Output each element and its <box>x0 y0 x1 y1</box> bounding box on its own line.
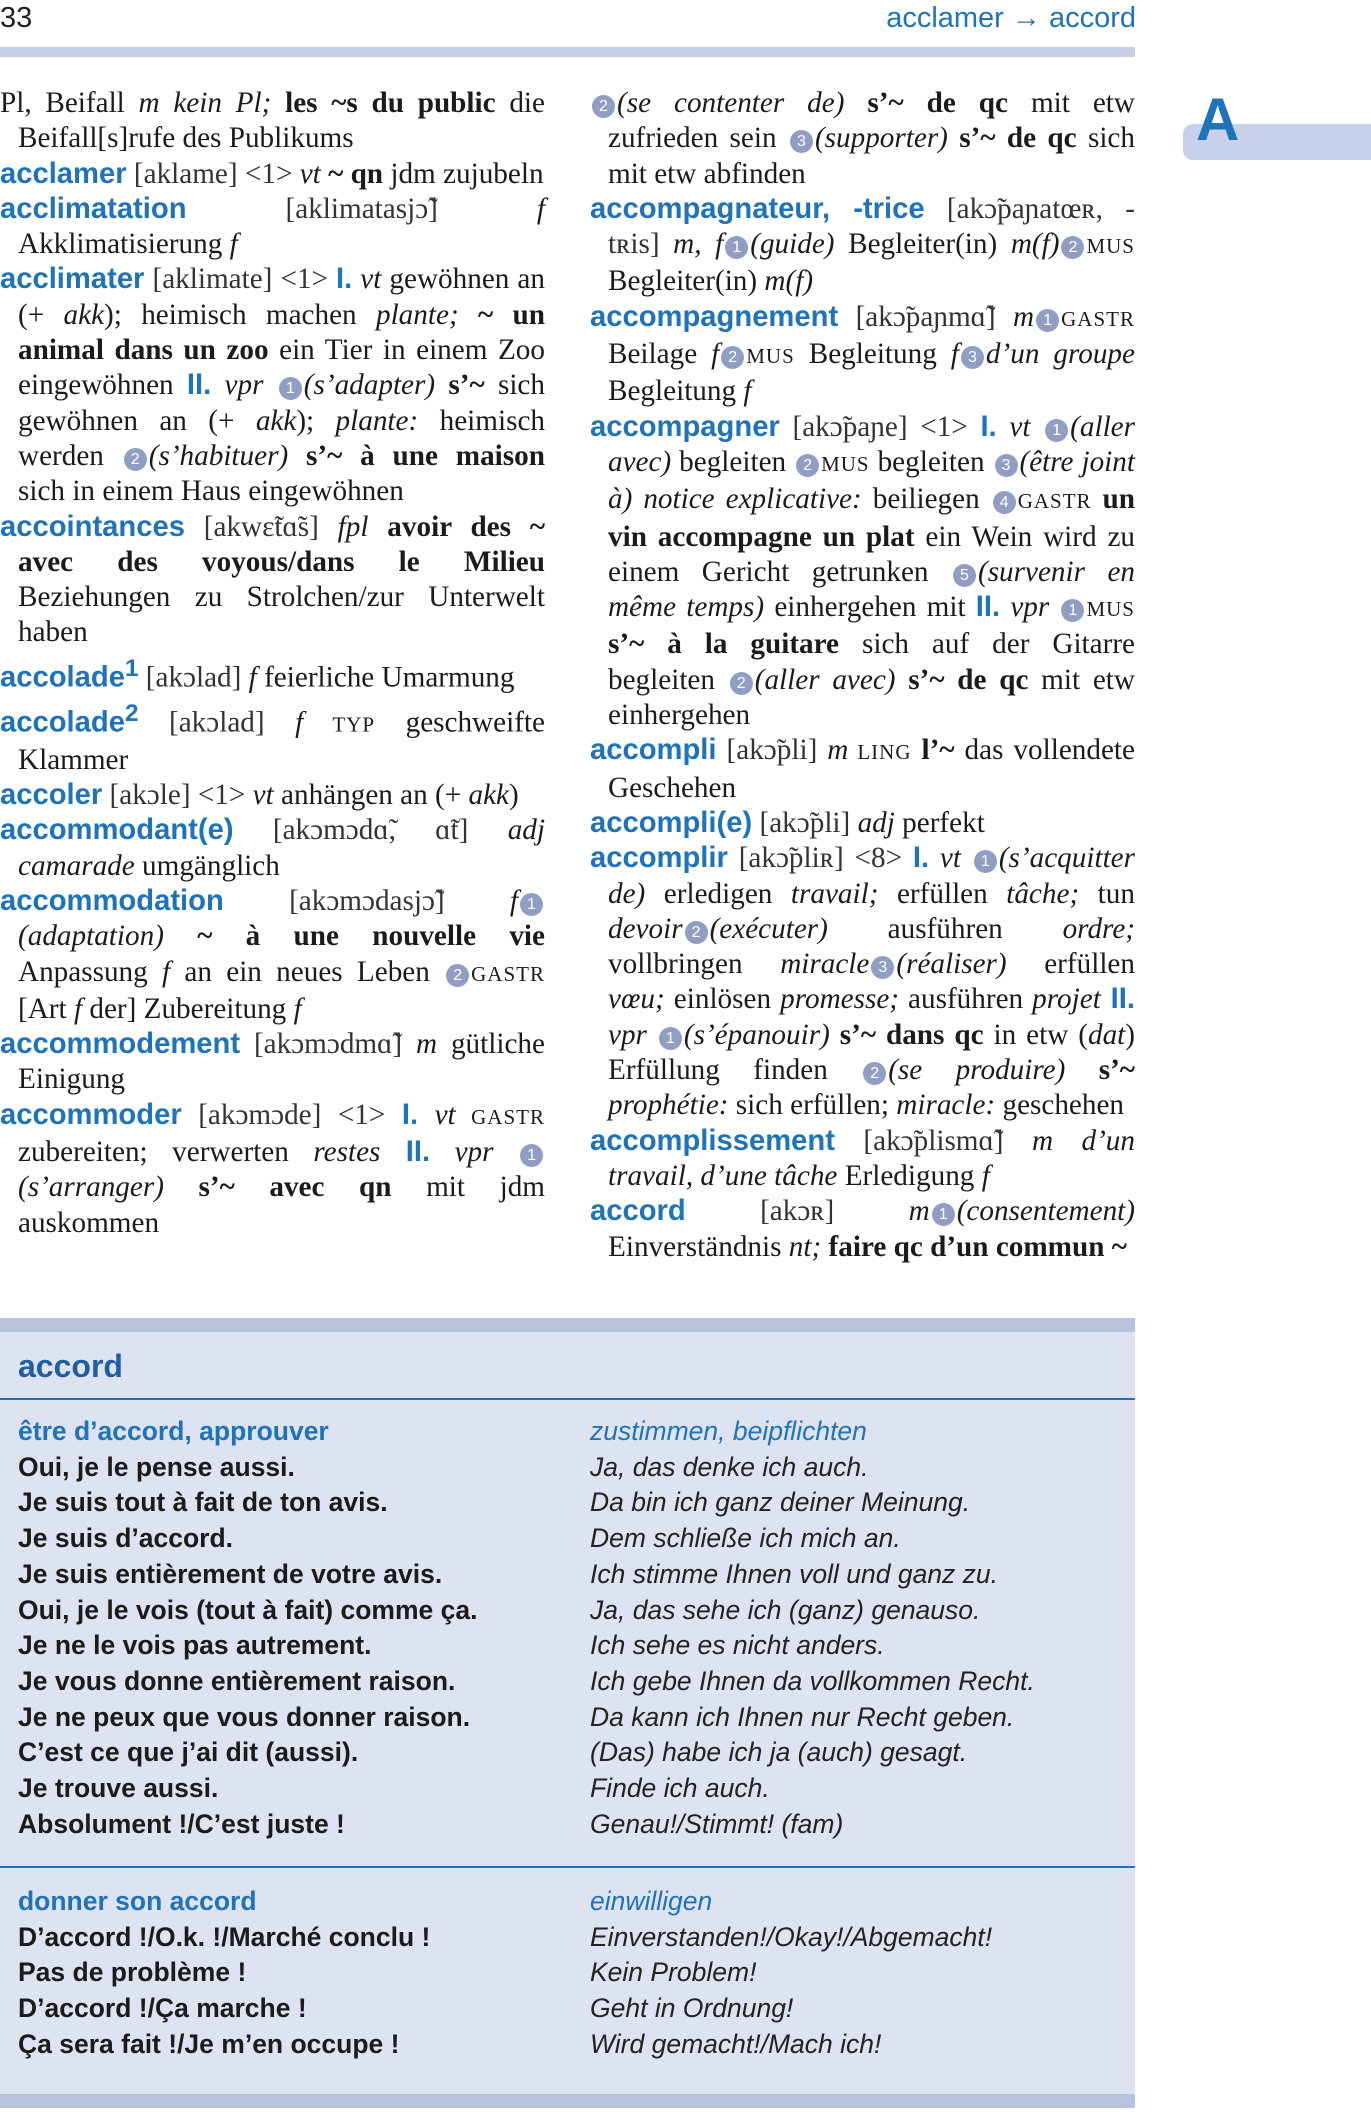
phrase-box-top-rule <box>0 1318 1135 1332</box>
phrase-row: Pas de problème ! Kein Problem! <box>18 1957 757 1988</box>
phrase-row: D’accord !/O.k. !/Marché conclu ! Einverstanden!/Okay!/Abgemacht! <box>18 1921 993 1952</box>
entry-acclimatation: acclimatation [aklimatasjɔ̃] f Akklimatisierung f <box>0 192 545 261</box>
entry-accompagnateur: accompagnateur, -trice [akɔ̃paɲatœʀ, -tʀis] m, f 1 (guide) Begleiter(in) m(f) 2 MUS Begleiter(in) m(f) <box>590 192 1135 298</box>
headword: accompli(e) <box>590 806 753 839</box>
section-heading: donner son accord einwilligen <box>18 1886 713 1916</box>
entry-accointances: accointances [akwɛ̃tɑ̃s] fpl avoir des ~ avec des voyous/dans le Milieu Beziehungen zu Strolchen/zur Unterwelt haben <box>0 510 546 649</box>
sense-number-badge: 1 <box>974 850 997 873</box>
thumb-index-letter: A <box>1196 86 1240 153</box>
entry-accompli-noun: accompli [akɔ̃pli] m LING l’~ das vollendete Geschehen <box>590 734 1135 804</box>
entry-accomplir: accomplir [akɔ̃pliʀ] <8> I. vt 1 (s’acquitter de) erledigen travail; erfüllen tâche; tun devoir 2 (exécuter) ausführen ordre; vollbringen miracle 3 (réaliser) erfüllen vœu; einlösen promesse; ausführen projet II. vpr 1 (s’épanouir) s’~ dans qc in etw (dat) Erfüllung finden 2 (se produire) s’~ prophétie: sich erfüllen; miracle: geschehen <box>590 842 1135 1122</box>
sense-number-badge: 1 <box>1045 419 1068 442</box>
entry-accompagnement: accompagnement [akɔ̃paɲmɑ̃] m 1 GASTR Beilage f 2 MUS Begleitung f 3 d’un groupe Begleitung f <box>590 300 1135 408</box>
headword: accompagner <box>590 410 780 443</box>
headword: accommodant(e) <box>0 814 234 847</box>
sense-number-badge: 2 <box>446 964 469 987</box>
entry-continuation: Pl, Beifall m kein Pl; les ~s du public die Beifall[s]rufe des Publikums <box>0 87 545 155</box>
entry-accord: accord [akɔʀ] m 1 (consentement) Einverständnis nt; faire qc d’un commun ~ <box>590 1195 1135 1263</box>
sense-number-badge: 2 <box>721 346 744 369</box>
headword: accompagnement <box>590 300 839 333</box>
sense-number-badge: 2 <box>730 672 753 695</box>
headword: acclamer <box>0 157 127 190</box>
sense-number-badge: 3 <box>995 454 1018 477</box>
sense-number-badge: 1 <box>932 1203 955 1226</box>
headword: accommodement <box>0 1028 241 1061</box>
sense-number-badge: 1 <box>659 1027 682 1050</box>
entry-accolade-1: accolade$^1$ [akɔlad] f feierliche Umarmung <box>0 654 515 694</box>
left-column <box>0 86 545 1241</box>
phrase-row: Je suis d’accord. Dem schließe ich mich an. <box>18 1523 901 1554</box>
entry-accolade-2: accolade$^2$ [akɔlad] f TYP geschweifte Klammer <box>0 699 545 776</box>
entry-accommodement: accommodement [akɔmɔdmɑ̃] m gütliche Einigung <box>0 1028 545 1096</box>
phrase-row: Ça sera fait !/Je m’en occupe ! Wird gemacht!/Mach ich! <box>18 2028 882 2059</box>
running-head: acclamer → accord <box>886 2 1136 34</box>
headword: accoler <box>0 779 103 812</box>
phrase-section-agree <box>18 1414 1128 1842</box>
entry-acclimater: acclimater [aklimate] <1> I. vt gewöhnen an (+ akk); heimisch machen plante; ~ un animal dans un zoo ein Tier in einem Zoo eingewöhnen II. vpr 1 (s’adapter) s’~ sich gewöhnen an (+ akk); plante: heimisch werden 2 (s’habituer) s’~ à une maison sich in einem Haus eingewöhnen <box>0 263 545 508</box>
phrase-row: Oui, je le pense aussi. Ja, das denke ich auch. <box>18 1451 869 1482</box>
sense-number-badge: 3 <box>871 956 894 979</box>
phrase-box-title: accord <box>18 1348 123 1384</box>
section-divider <box>0 1866 1135 1868</box>
headword: accommodation <box>0 885 224 917</box>
sense-number-badge: 3 <box>961 346 984 369</box>
phrase-row: Absolument !/C’est juste ! Genau!/Stimmt! (fam) <box>18 1808 844 1839</box>
phrase-section-consent <box>18 1884 1128 2063</box>
headword: accord <box>590 1195 686 1228</box>
sense-number-badge: 2 <box>685 921 708 944</box>
headword: accomplir <box>590 842 728 875</box>
sense-number-badge: 3 <box>790 130 813 153</box>
sense-number-badge: 1 <box>520 893 543 916</box>
header-rule <box>0 47 1135 57</box>
phrase-row: Je trouve aussi. Finde ich auch. <box>18 1773 770 1804</box>
entry-accompli-adj: accompli(e) [akɔ̃pli] adj perfekt <box>590 806 985 839</box>
headword: accommoder <box>0 1098 182 1131</box>
headword: accompli <box>590 734 717 767</box>
sense-number-badge: 2 <box>124 448 147 471</box>
headword: accompagnateur, -trice <box>590 192 925 225</box>
phrase-row: Oui, je le vois (tout à fait) comme ça. Ja, das sehe ich (ganz) genauso. <box>18 1594 981 1625</box>
sense-number-badge: 1 <box>725 236 748 259</box>
entry-accommodant: accommodant(e) [akɔmɔdɑ̃, ɑ̃t] adj camarade umgänglich <box>0 814 545 882</box>
phrase-box-bottom-rule <box>0 2094 1135 2108</box>
sense-number-badge: 4 <box>993 491 1016 514</box>
phrase-row: Je vous donne entièrement raison. Ich gebe Ihnen da vollkommen Recht. <box>18 1665 1035 1696</box>
phrase-row: D’accord !/Ça marche ! Geht in Ordnung! <box>18 1993 794 2024</box>
entry-accompagner: accompagner [akɔ̃paɲe] <1> I. vt 1 (aller avec) begleiten 2 MUS begleiten 3 (être joint à) notice explicative: beiliegen 4 GASTR un vin accompagne un plat ein Wein wird zu einem Gericht getrunken 5 (survenir en même temps) einhergehen mit II. vpr 1 MUS s’~ à la guitare sich auf der Gitarre begleiten 2 (aller avec) s’~ de qc mit etw einhergehen <box>590 410 1136 732</box>
headword: acclimater <box>0 263 145 296</box>
headword: accolade <box>0 661 125 694</box>
section-heading: être d’accord, approuver zustimmen, beipflichten <box>18 1416 867 1446</box>
sense-number-badge: 1 <box>1036 309 1059 332</box>
phrase-row: Je suis entièrement de votre avis. Ich stimme Ihnen voll und ganz zu. <box>18 1558 999 1589</box>
sense-number-badge: 1 <box>279 377 302 400</box>
entry-accoler: accoler [akɔle] <1> vt anhängen an (+ akk) <box>0 779 519 812</box>
phrase-row: C’est ce que j’ai dit (aussi). (Das) habe ich ja (auch) gesagt. <box>18 1737 968 1768</box>
phrase-box <box>0 1318 1135 2108</box>
sense-number-badge: 1 <box>1061 599 1084 622</box>
right-column <box>590 86 1135 1265</box>
sense-number-badge: 1 <box>520 1144 543 1167</box>
sense-number-badge: 2 <box>863 1062 886 1085</box>
page-number: 33 <box>0 2 33 34</box>
sense-number-badge: 5 <box>953 564 976 587</box>
sense-number-badge: 2 <box>796 454 819 477</box>
sense-number-badge: 2 <box>592 95 615 118</box>
entry-continuation: 2 (se contenter de) s’~ de qc mit etw zufrieden sein 3 (supporter) s’~ de qc sich mit etw abfinden <box>590 86 1135 192</box>
entry-accommoder: accommoder [akɔmɔde] <1> I. vt GASTR zubereiten; verwerten restes II. vpr 1(s’arranger) s’~ avec qn mit jdm auskommen <box>0 1098 546 1239</box>
entry-accommodation: accommodation [akɔmɔdasjɔ̃] f 1(adaptation) ~ à une nouvelle vie Anpassung f an ein neues Leben 2 GASTR [Art f der] Zubereitung f <box>0 885 545 1025</box>
headword: accointances <box>0 510 185 543</box>
headword: accomplissement <box>590 1124 835 1157</box>
phrase-row: Je ne peux que vous donner raison. Da kann ich Ihnen nur Recht geben. <box>18 1701 1015 1732</box>
headword: accolade <box>0 706 125 739</box>
title-divider <box>0 1398 1135 1400</box>
entry-acclamer: acclamer [aklame] <1> vt ~ qn jdm zujubeln <box>0 157 544 190</box>
headword: acclimatation <box>0 192 187 225</box>
phrase-row: Je ne le vois pas autrement. Ich sehe es nicht anders. <box>18 1630 885 1661</box>
phrase-row: Je suis tout à fait de ton avis. Da bin ich ganz deiner Meinung. <box>18 1487 971 1518</box>
entry-accomplissement: accomplissement [akɔ̃plismɑ̃] m d’un travail, d’une tâche Erledigung f <box>590 1124 1135 1192</box>
sense-number-badge: 2 <box>1061 236 1084 259</box>
